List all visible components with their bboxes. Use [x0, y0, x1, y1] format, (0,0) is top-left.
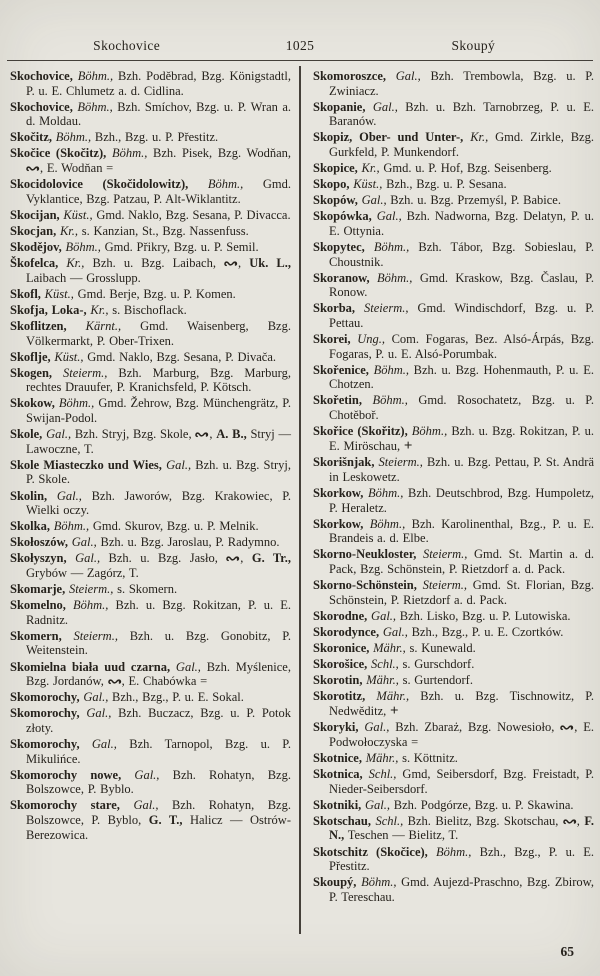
entry-text: Bzh. Zbaraż, Bzg. Nowesioło, [395, 720, 555, 735]
entry-headword: Skoflje, [10, 349, 51, 364]
gazetteer-entry [313, 767, 594, 796]
entry-text: Böhm., [53, 519, 90, 534]
entry-text: Steierm., [68, 582, 114, 597]
gazetteer-entry [313, 240, 594, 269]
gazetteer-entry [10, 396, 291, 425]
entry-headword: Skokow, [10, 396, 55, 411]
gazetteer-entry [313, 209, 594, 238]
entry-headword: Skolin, [10, 488, 48, 503]
entry-headword: Skorno-Neukloster, [313, 547, 417, 562]
entry-text: Böhm., [65, 240, 101, 255]
entry-text: Bzh. Rohatyn, Bzg. Bolszowce, P. Byblo. [26, 767, 291, 797]
entry-text: Uk. L., [249, 256, 292, 271]
gazetteer-entry [313, 845, 594, 874]
entry-headword: Skotschau, [313, 813, 372, 828]
gazetteer-entry [313, 455, 594, 484]
entry-text: F. N., [329, 813, 594, 843]
entry-text: s. Bischoflack. [112, 302, 187, 317]
column-right [301, 69, 594, 906]
entry-text: Gal., [86, 706, 112, 721]
page-number: 1025 [285, 38, 315, 53]
entry-headword: Skomorochy, [10, 706, 80, 721]
gazetteer-entry [313, 69, 594, 98]
entry-headword: Skomelno, [10, 598, 66, 613]
entry-text: Gal., [175, 659, 201, 674]
entry-text: Gmd. Žehrow, Bzg. Münchengrätz, P. Swijan-Podol. [26, 396, 291, 426]
entry-headword: Skorošice, [313, 656, 368, 671]
entry-text: Gal., [83, 690, 109, 705]
entry-text: Bzh. u. Bzg. Laibach, [92, 256, 216, 271]
entry-text: Böhm., [361, 875, 397, 890]
entry-text: Gmd. Naklo, Bzg. Sesana, P. Divacca. [96, 207, 291, 222]
entry-text: Mähr., [365, 750, 399, 765]
entry-text: Steierm., [422, 578, 467, 592]
entry-headword: Skorba, [313, 301, 356, 316]
entry-text: Bzh. Tábor, Bzg. Sobieslau, P. Choustnik. [329, 240, 594, 269]
entry-text: Küst., [353, 177, 383, 192]
gazetteer-entry [10, 598, 291, 627]
entry-text: Schl., [371, 656, 399, 671]
entry-headword: Skomarje, [10, 582, 66, 597]
entry-text: Bzh. Bielitz, Bzg. Skotschau, [407, 813, 559, 828]
cross-icon: + [390, 702, 399, 719]
entry-text: Ung., [357, 332, 385, 347]
entry-text: s. Kanzian, St., Bzg. Nassenfuss. [81, 223, 249, 238]
gazetteer-entry [10, 69, 291, 98]
gazetteer-entry [313, 814, 594, 843]
entry-headword: Skopów, [313, 193, 358, 208]
gazetteer-entry [313, 875, 594, 904]
gazetteer-entry [10, 768, 291, 797]
gazetteer-entry [313, 424, 594, 454]
entry-headword: Skoryki, [313, 720, 359, 735]
gazetteer-entry [10, 208, 291, 223]
entry-text: Böhm., [367, 485, 404, 500]
entry-headword: Skofl, [10, 286, 41, 301]
entry-text: Bzh. Lisko, Bzg. u. P. Lutowiska. [399, 608, 571, 623]
entry-text: Bzh. Stryj, Bzg. Skole, [74, 427, 192, 442]
entry-text: Gal., [71, 535, 97, 550]
guide-word-right: Skoupý [451, 38, 496, 53]
entry-text: Gal., [376, 209, 402, 224]
entry-text: , [238, 256, 242, 271]
entry-text: Böhm., [411, 424, 448, 439]
gazetteer-entry [10, 224, 291, 239]
gazetteer-entry [10, 582, 291, 597]
entry-headword: Skocidolovice (Skočidolowitz), [10, 177, 189, 192]
entry-headword: Skopiz, Ober- und Unter-, [313, 130, 464, 145]
entry-text: Steierm., [364, 301, 409, 316]
entry-text: Gmd. Rosochatetz, Bzg. u. P. Chotěboř. [329, 393, 594, 423]
entry-text: , [240, 551, 244, 566]
entry-headword: Skole Miasteczko und Wies, [10, 457, 162, 472]
entry-text: Grybów — Zagórz, T. [26, 566, 139, 580]
entry-headword: Skorodynce, [313, 624, 380, 639]
entry-headword: Skołyszyn, [10, 551, 67, 566]
entry-text: Gal., [133, 798, 159, 813]
gazetteer-entry [10, 256, 291, 285]
entry-text: Kr., [90, 302, 109, 317]
entry-text: G. T., [148, 813, 183, 827]
gazetteer-entry [10, 690, 291, 705]
entry-text: Bzh. u. Bzg. Rokitzan, P. u. E. Miröschau, [329, 424, 594, 453]
entry-headword: Skotnica, [313, 767, 363, 782]
entry-text: , [209, 427, 213, 442]
gazetteer-entry [10, 319, 291, 348]
entry-text: Gmd. Zirkle, Bzg. Gurkfeld, P. Munkendorf. [329, 130, 594, 159]
gazetteer-entry [10, 287, 291, 302]
gazetteer-entry [313, 689, 594, 719]
entry-headword: Skočice (Skočitz), [10, 146, 107, 161]
entry-text: Gal., [372, 99, 398, 114]
entry-headword: Skocijan, [10, 207, 60, 222]
entry-headword: Skołoszów, [10, 535, 69, 550]
entry-text: Gal., [371, 608, 397, 623]
entry-text: Bzh. u. Bzg. Stryj, P. Skole. [26, 457, 291, 487]
posthorn-icon [224, 259, 238, 268]
gazetteer-entry [313, 625, 594, 640]
entry-text: Böhm., [373, 240, 410, 255]
posthorn-icon [226, 554, 240, 563]
entry-headword: Skoronice, [313, 640, 370, 655]
entry-text: Küst., [44, 286, 74, 301]
entry-text: Bzh. Marburg, Bzg. Marburg, rechtes Drauufer, P. Kranichsfeld, P. Kötsch. [26, 365, 291, 395]
entry-text: Kr., [66, 256, 85, 271]
entry-text: Böhm., [111, 146, 148, 161]
entry-text: Mähr., [376, 689, 410, 704]
gazetteer-entry [10, 350, 291, 365]
entry-headword: Skomielna biała uud czarna, [10, 659, 171, 674]
entry-headword: Skořice (Skořitz), [313, 424, 408, 439]
entry-text: Bzh. u. Bzg. Jaroslau, P. Radymno. [100, 535, 280, 550]
entry-text: Gal., [361, 193, 387, 208]
gazetteer-entry [313, 673, 594, 688]
entry-headword: Skotniki, [313, 797, 362, 812]
entry-text: Bzh. Buczacz, Bzg. u. P. Potok złoty. [26, 706, 291, 735]
gazetteer-entry [10, 240, 291, 255]
gazetteer-entry [10, 798, 291, 842]
entry-text: Halicz — Ostrów-Berezowica. [26, 813, 291, 842]
entry-text: Gal., [56, 488, 82, 503]
entry-text: Steierm., [378, 455, 423, 470]
entry-headword: Skorišnjak, [313, 455, 375, 470]
posthorn-icon [563, 817, 577, 826]
entry-text: Gmd. u. P. Hof, Bzg. Seisenberg. [383, 161, 552, 176]
gazetteer-entry [10, 130, 291, 145]
gazetteer-entry [313, 332, 594, 361]
entry-text: s. Kunewald. [409, 640, 476, 655]
entry-text: Steierm., [62, 365, 108, 380]
gazetteer-entry [10, 489, 291, 518]
entry-text: Bzh., Bzg., P. u. E. Sokal. [112, 690, 244, 705]
entry-text: Böhm., [377, 270, 413, 285]
entry-headword: Skole, [10, 427, 43, 442]
entry-text: Bzh. Trembowla, Bzg. u. P. Zwiniacz. [329, 69, 594, 98]
gazetteer-entry [313, 517, 594, 546]
entry-headword: Skomoroszce, [313, 69, 387, 83]
gazetteer-entry [313, 271, 594, 300]
entry-text: Gmd. Berje, Bzg. u. P. Komen. [77, 286, 236, 301]
gazetteer-entry [10, 177, 291, 206]
entry-text: Gal., [364, 720, 390, 735]
entry-headword: Skorotitz, [313, 689, 366, 704]
gazetteer-entry [313, 393, 594, 422]
entry-text: , E. Podwołoczyska = [329, 720, 594, 749]
entry-text: Gal., [365, 797, 391, 812]
entry-text: Gmd. Vyklantice, Bzg. Patzau, P. Alt-Wiklantitz. [26, 177, 291, 206]
entry-text: Laibach — Grosslupp. [26, 270, 141, 285]
entry-text: Bzh. Podgórze, Bzg. u. P. Skawina. [393, 797, 574, 812]
entry-text: , E. Wodňan = [40, 161, 114, 176]
entry-text: Gal., [75, 551, 101, 566]
entry-text: Böhm., [77, 99, 113, 114]
entry-text: Schl., [375, 813, 404, 828]
gazetteer-entry [10, 146, 291, 175]
posthorn-icon [195, 430, 209, 439]
posthorn-icon [560, 723, 574, 732]
entry-headword: Skolka, [10, 519, 50, 534]
gazetteer-entry [313, 657, 594, 672]
gazetteer-entry [10, 535, 291, 550]
entry-text: Küst., [63, 207, 93, 222]
entry-text: Bzh., Bzg., P. u. E. Czortków. [411, 624, 564, 639]
entry-text: Kärnt., [85, 319, 122, 333]
entry-text: Steierm., [422, 547, 468, 562]
entry-text: Böhm., [373, 362, 409, 377]
entry-text: Bzh., Bzg., P. u. E. Přestitz. [329, 844, 595, 874]
entry-text: Gal., [46, 427, 72, 442]
entry-text: , [576, 813, 580, 828]
entry-text: Bzh. Karolinenthal, Bzg., P. u. E. Brandeis a. d. Elbe. [329, 516, 595, 546]
gazetteer-entry [10, 427, 291, 456]
entry-text: Bzh. Deutschbrod, Bzg. Humpoletz, P. Heraletz. [329, 485, 594, 515]
posthorn-icon [26, 164, 40, 173]
entry-text: Bzh. Jaworów, Bzg. Krakowiec, P. Wielki oczy. [26, 488, 291, 518]
gazetteer-entry [10, 303, 291, 318]
posthorn-icon [108, 677, 122, 686]
entry-headword: Škofelca, [10, 256, 59, 271]
gazetteer-entry [10, 737, 291, 766]
entry-text: s. Skomern. [117, 582, 178, 597]
entry-text: Gal., [91, 737, 117, 752]
gazetteer-entry [10, 458, 291, 487]
entry-headword: Skomern, [10, 628, 62, 643]
entry-text: Bzh. u. Bzg. Gonobitz, P. Weitenstein. [26, 628, 291, 658]
entry-headword: Skorkow, [313, 516, 364, 531]
column-left [10, 69, 301, 906]
guide-word-left: Skochovice [93, 38, 161, 53]
entry-text: Steierm., [73, 628, 118, 643]
gazetteer-entry [313, 578, 594, 607]
entry-headword: Skomorochy, [10, 737, 80, 752]
entry-text: Böhm., [73, 598, 109, 613]
entry-headword: Skoupý, [313, 875, 357, 890]
entry-text: Gmd. Skurov, Bzg. u. P. Melnik. [92, 519, 259, 534]
gazetteer-entry [313, 193, 594, 208]
entry-text: , E. Chabówka = [121, 674, 208, 689]
gazetteer-entry [313, 720, 594, 749]
entry-text: Mähr., [366, 673, 399, 688]
gazetteer-entry [10, 366, 291, 395]
entry-headword: Skocjan, [10, 223, 57, 238]
gazetteer-entry [10, 100, 291, 129]
entry-text: Kr., [361, 161, 380, 176]
entry-text: Gmd, Seibersdorf, Bzg. Freistadt, P. Nieder-Seibersdorf. [329, 767, 594, 796]
gazetteer-entry [313, 641, 594, 656]
entry-headword: Skorotin, [313, 673, 363, 688]
entry-text: A. B., [216, 427, 247, 442]
entry-text: s. Gurschdorf. [402, 656, 475, 671]
gazetteer-entry [313, 363, 594, 392]
entry-text: Gal., [166, 457, 192, 472]
entry-text: Gal., [382, 624, 408, 639]
entry-text: Schl., [368, 767, 397, 782]
entry-headword: Skotschitz (Skočice), [313, 844, 428, 859]
entry-headword: Skochovice, [10, 99, 73, 114]
entry-text: Bzh. Smíchov, Bzg. u. P. Wran a. d. Moldau. [26, 99, 292, 129]
entry-text: Gmd. St. Florian, Bzg. Schönstein, P. Rietzdorf a. d. Pack. [329, 578, 594, 607]
entry-text: Gmd. Naklo, Bzg. Sesana, P. Divača. [87, 349, 277, 364]
entry-text: Bzh. Nadworna, Bzg. Delatyn, P. u. E. Ottynia. [329, 209, 594, 238]
entry-headword: Skomorochy nowe, [10, 767, 122, 782]
entry-headword: Skotnice, [313, 750, 362, 765]
gazetteer-entry [313, 751, 594, 766]
column-divider [299, 66, 301, 934]
entry-headword: Skomorochy stare, [10, 798, 120, 813]
gazetteer-entry [10, 706, 291, 735]
entry-text: Bzh. u. Bzh. Tarnobrzeg, P. u. E. Baranów. [329, 99, 594, 129]
entry-headword: Skogen, [10, 365, 53, 380]
entry-text: Stryj — Lawoczne, T. [26, 427, 292, 456]
entry-text: Bzh. Pisek, Bzg. Wodňan, [153, 146, 292, 161]
entry-text: Bzh. Rohatyn, Bzg. Bolszowce, P. Byblo, [26, 798, 291, 827]
entry-text: Bzh. u. Bzg. Rokitzan, P. u. E. Radnitz. [26, 598, 292, 627]
entry-headword: Skorodne, [313, 608, 368, 623]
entry-text: Gmd. Waisenberg, Bzg. Völkermarkt, P. Ober-Trixen. [26, 319, 291, 348]
gazetteer-entry [313, 798, 594, 813]
entry-text: Bzh. u. Bzg. Pettau, P. St. Andrä in Leskowetz. [329, 455, 595, 484]
entry-text: Bzh. u. Bzg. Tischnowitz, P. Nedwěditz, [329, 689, 594, 718]
entry-headword: Skopytec, [313, 240, 365, 255]
entry-headword: Skopanie, [313, 99, 366, 114]
entry-text: Böhm., [55, 130, 92, 145]
entry-text: s. Köttnitz. [402, 750, 458, 765]
entry-headword: Skořenice, [313, 362, 369, 377]
entry-text: Böhm., [207, 177, 244, 192]
entry-text: Bzh. u. Bzg. Hohenmauth, P. u. E. Chotzen. [329, 362, 594, 392]
entry-text: Gmd. Přikry, Bzg. u. P. Semil. [104, 240, 259, 255]
gazetteer-entry [313, 161, 594, 176]
entry-text: Bzh. u. Bzg. Jasło, [108, 551, 218, 566]
entry-headword: Skopo, [313, 177, 350, 192]
entry-headword: Skochovice, [10, 69, 73, 83]
entry-text: Bzh. Myślenice, Bzg. Jordanów, [26, 659, 291, 689]
entry-headword: Skoranow, [313, 270, 370, 285]
gazetteer-entry [313, 177, 594, 192]
gazetteer-entry [10, 629, 291, 658]
entry-headword: Skorkow, [313, 485, 364, 500]
gazetteer-entry [313, 609, 594, 624]
entry-text: Kr., [59, 223, 79, 238]
entry-text: Böhm., [369, 516, 406, 531]
entry-text: Bzh. Tarnopol, Bzg. u. P. Mikulińce. [26, 737, 291, 766]
entry-text: Gal., [395, 69, 421, 83]
entry-text: Com. Fogaras, Bez. Alsó-Árpás, Bzg. Fogaras, P. u. E. Alsó-Porumbak. [329, 332, 594, 361]
sheet-number: 65 [560, 944, 574, 959]
entry-text: Gmd. Kraskow, Bzg. Časlau, P. Ronow. [329, 270, 594, 300]
entry-text: Böhm., [436, 844, 472, 859]
gazetteer-entry [313, 130, 594, 159]
cross-icon: + [403, 437, 413, 454]
entry-text: Gmd. St. Martin a. d. Pack, Bzg. Schönstein, P. Rietzdorf a. d. Pack. [329, 547, 594, 576]
gazetteer-entry [313, 547, 594, 576]
gazetteer-entry [10, 519, 291, 534]
entry-text: G. Tr., [251, 551, 291, 566]
gazetteer-entry [10, 660, 291, 689]
entry-headword: Skofja, Loka-, [10, 302, 87, 317]
entry-headword: Skopówka, [313, 209, 372, 224]
entry-text: s. Gurtendorf. [402, 673, 473, 688]
entry-text: Böhm., [58, 396, 95, 411]
entry-text: Böhm., [372, 393, 408, 408]
entry-text: Bzh., Bzg. u. P. Přestitz. [94, 130, 219, 145]
entry-text: Gal., [134, 767, 160, 782]
entry-text: Teschen — Bielitz, T. [347, 828, 459, 843]
entry-headword: Skorei, [313, 332, 351, 347]
running-head [0, 0, 600, 58]
entry-text: Böhm., [77, 69, 114, 83]
entry-headword: Skorno-Schönstein, [313, 578, 417, 592]
entry-text: Gmd. Windischdorf, Bzg. u. P. Pettau. [329, 301, 595, 330]
entry-headword: Skočitz, [10, 130, 53, 145]
entry-text: Bzh. Poděbrad, Bzg. Königstadtl, P. u. E. Chlumetz a. d. Cidlina. [26, 69, 291, 98]
entry-headword: Skodějov, [10, 240, 62, 255]
entry-headword: Skopice, [313, 161, 358, 176]
entry-text: Küst., [54, 349, 84, 364]
entry-text: Mähr., [373, 640, 406, 655]
gazetteer-entry [313, 301, 594, 330]
entry-text: Bzh. u. Bzg. Przemyśl, P. Babice. [390, 193, 561, 208]
gazetteer-entry [10, 551, 291, 580]
gazetteer-entry [313, 100, 594, 129]
entry-headword: Skomorochy, [10, 690, 80, 705]
entry-text: Gmd. Aujezd-Praschno, Bzg. Zbirow, P. Tereschau. [329, 875, 594, 904]
entry-headword: Skořetin, [313, 393, 362, 408]
entry-headword: Skoflitzen, [10, 319, 67, 333]
entry-text: Kr., [470, 130, 489, 145]
gazetteer-entry [313, 486, 594, 515]
entry-text: Bzh., Bzg. u. P. Sesana. [386, 177, 507, 192]
